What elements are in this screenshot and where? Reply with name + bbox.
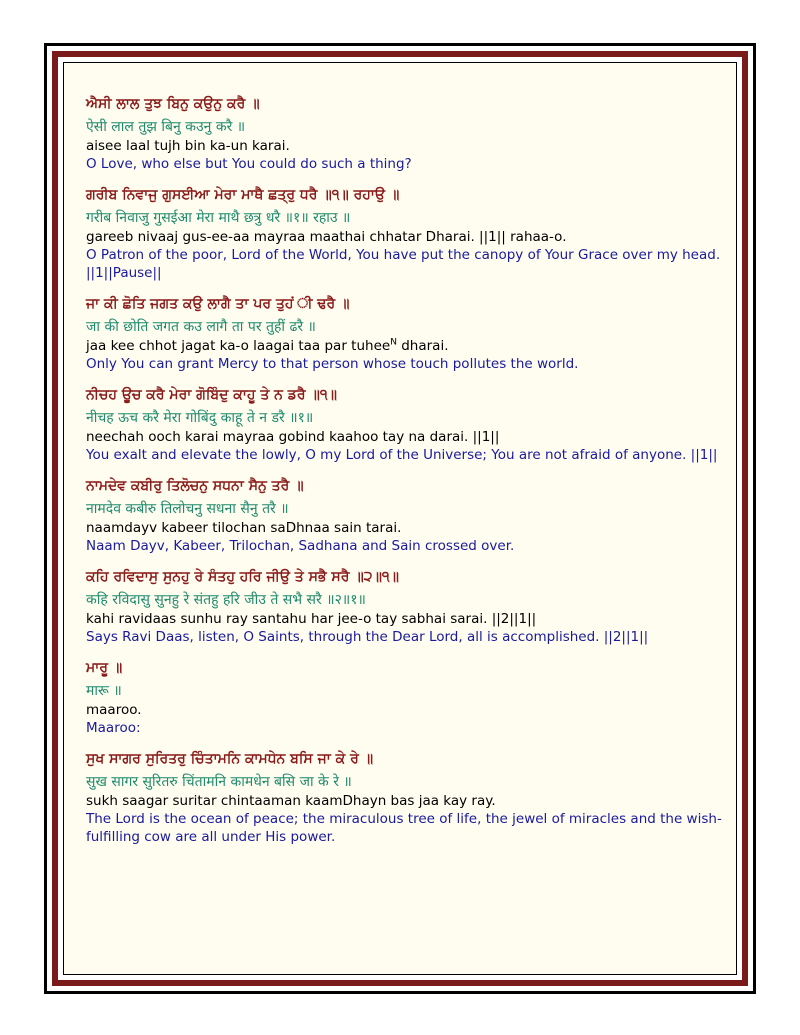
- english-translation: O Patron of the poor, Lord of the World, You have put the canopy of Your Grace over my head. ||1||Pause||: [86, 247, 721, 281]
- transliteration-text-end: dharai.: [396, 338, 449, 354]
- transliteration-line: maaroo.: [86, 702, 142, 718]
- english-translation: The Lord is the ocean of peace; the miraculous tree of life, the jewel of miracles and the wish-fulfilling cow are all under His power.: [86, 811, 722, 845]
- verse-block: [86, 567, 726, 646]
- transliteration-line: kahi ravidaas sunhu ray santahu har jee-o tay sabhai sarai. ||2||1||: [86, 611, 537, 627]
- gurmukhi-line: ਮਾਰੂ ॥: [86, 660, 123, 676]
- devanagari-line: मारू ॥: [86, 683, 122, 699]
- english-translation: Only You can grant Mercy to that person whose touch pollutes the world.: [86, 356, 579, 372]
- verse-block: [86, 658, 726, 737]
- devanagari-line: नामदेव कबीरु तिलोचनु सधना सैनु तरै ॥: [86, 501, 289, 517]
- devanagari-line: सुख सागर सुरितरु चिंतामनि कामधेन बसि जा के रे ॥: [86, 774, 352, 790]
- devanagari-line: नीचह ऊच करै मेरा गोबिंदु काहू ते न डरै ॥१॥: [86, 410, 314, 426]
- devanagari-line: जा की छोति जगत कउ लागै ता पर तुहीं ढरै ॥: [86, 319, 316, 335]
- transliteration-line: naamdayv kabeer tilochan saDhnaa sain tarai.: [86, 520, 402, 536]
- nasal-superscript: N: [390, 337, 397, 348]
- verse-block: [86, 749, 726, 846]
- transliteration-line: aisee laal tujh bin ka-un karai.: [86, 138, 290, 154]
- verse-block: [86, 476, 726, 555]
- english-translation: Maaroo:: [86, 720, 141, 736]
- verse-block: [86, 94, 726, 173]
- devanagari-line: ऐसी लाल तुझ बिनु कउनु करै ॥: [86, 119, 246, 135]
- gurmukhi-line: ਜਾ ਕੀ ਛੋਤਿ ਜਗਤ ਕਉ ਲਾਗੈ ਤਾ ਪਰ ਤੁਹਂ ੀ ਢਰੈ ॥: [86, 296, 350, 312]
- transliteration-line: sukh saagar suritar chintaaman kaamDhayn bas jaa kay ray.: [86, 793, 496, 809]
- gurmukhi-line: ਨਾਮਦੇਵ ਕਬੀਰੁ ਤਿਲੋਚਨੁ ਸਧਨਾ ਸੈਨੁ ਤਰੈ ॥: [86, 478, 304, 494]
- gurmukhi-line: ਸੁਖ ਸਾਗਰ ਸੁਰਿਤਰੁ ਚਿੰਤਾਮਨਿ ਕਾਮਧੇਨ ਬਸਿ ਜਾ ਕੇ ਰੇ ॥: [86, 751, 374, 767]
- verse-block: [86, 385, 726, 464]
- gurmukhi-line: ਗਰੀਬ ਨਿਵਾਜੁ ਗੁਸਈਆ ਮੇਰਾ ਮਾਥੈ ਛਤ੍ਰੁ ਧਰੈ ॥੧॥ ਰਹਾਉ ॥: [86, 187, 400, 203]
- devanagari-line: कहि रविदासु सुनहु रे संतहु हरि जीउ ते सभै सरै ॥२॥१॥: [86, 592, 366, 608]
- verse-list: [86, 94, 726, 858]
- devanagari-line: गरीब निवाजु गुसईआ मेरा माथै छत्रु धरै ॥१॥ रहाउ ॥: [86, 210, 351, 226]
- english-translation: You exalt and elevate the lowly, O my Lord of the Universe; You are not afraid of anyone. ||1||: [86, 447, 718, 463]
- gurmukhi-line: ਨੀਚਹ ਊਚ ਕਰੈ ਮੇਰਾ ਗੋਬਿੰਦੁ ਕਾਹੂ ਤੇ ਨ ਡਰੈ ॥੧॥: [86, 387, 337, 403]
- gurmukhi-line: ਐਸੀ ਲਾਲ ਤੁਝ ਬਿਨੁ ਕਉਨੁ ਕਰੈ ॥: [86, 96, 260, 112]
- transliteration-line: [86, 337, 726, 355]
- verse-block: [86, 294, 726, 373]
- english-translation: O Love, who else but You could do such a thing?: [86, 156, 412, 172]
- english-translation: Naam Dayv, Kabeer, Trilochan, Sadhana and Sain crossed over.: [86, 538, 515, 554]
- english-translation: Says Ravi Daas, listen, O Saints, through the Dear Lord, all is accomplished. ||2||1||: [86, 629, 649, 645]
- transliteration-line: gareeb nivaaj gus-ee-aa mayraa maathai chhatar Dharai. ||1|| rahaa-o.: [86, 229, 567, 245]
- transliteration-text: jaa kee chhot jagat ka-o laagai taa par tuhee: [86, 338, 391, 354]
- verse-block: [86, 185, 726, 282]
- gurmukhi-line: ਕਹਿ ਰਵਿਦਾਸੁ ਸੁਨਹੁ ਰੇ ਸੰਤਹੁ ਹਰਿ ਜੀਉ ਤੇ ਸਭੈ ਸਰੈ ॥੨॥੧॥: [86, 569, 399, 585]
- transliteration-line: neechah ooch karai mayraa gobind kaahoo tay na darai. ||1||: [86, 429, 500, 445]
